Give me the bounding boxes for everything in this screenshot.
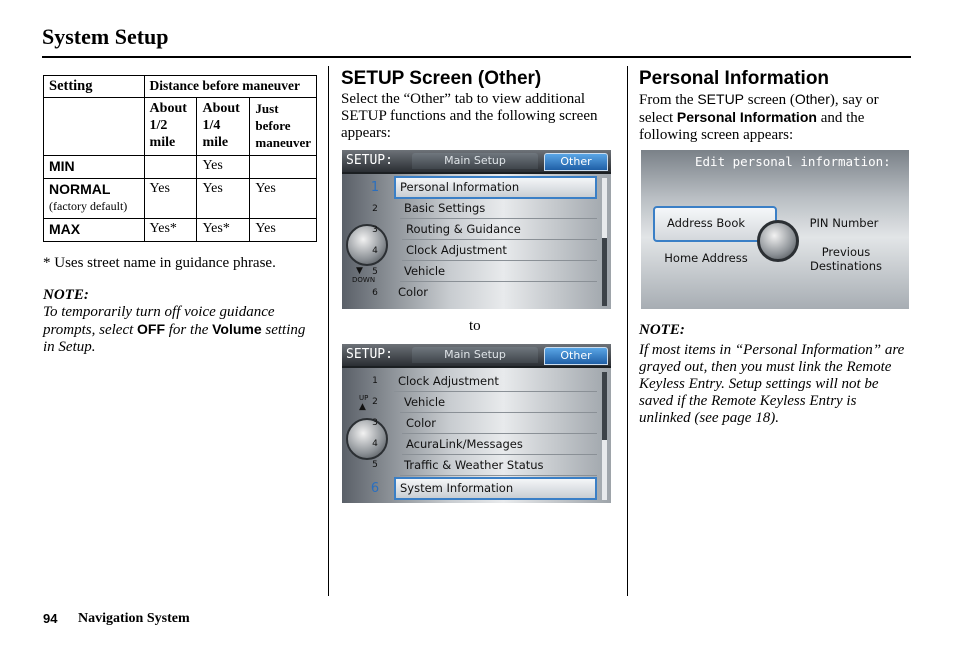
- selector-knob-icon: [757, 220, 799, 262]
- row-note: (factory default): [49, 199, 128, 213]
- row-name: MAX: [49, 221, 81, 237]
- up-arrow-icon: ▲: [359, 402, 366, 412]
- cell-half: [144, 156, 197, 179]
- page-number: 94: [43, 611, 58, 626]
- menu-item-system-information[interactable]: System Information: [394, 477, 597, 500]
- footer-section: Navigation System: [78, 611, 190, 626]
- menu-item-personal-information[interactable]: Personal Information: [394, 176, 597, 199]
- menu-item-routing-guidance[interactable]: Routing & Guidance: [402, 220, 597, 240]
- cell-just: Yes: [250, 179, 317, 219]
- table-cell-empty: [44, 98, 145, 156]
- setup-screen-2: SETUP: Main Setup Other UP ▲ 1 Clock Adjustment 2 Vehicle 3 Color 4 AcuraLink/Messages 5 Traffic & Weather Status 6 System Information: [342, 344, 611, 503]
- cell-half: Yes: [144, 179, 197, 219]
- tab-other[interactable]: Other: [544, 153, 608, 171]
- note-text-left: To temporarily turn off voice guidance prompts, select OFF for the Volume setting in Setup.: [43, 304, 306, 355]
- menu-item-color[interactable]: Color: [398, 285, 429, 299]
- note-label-left: NOTE:: [43, 287, 89, 303]
- menu-item-color[interactable]: Color: [402, 414, 597, 434]
- page-title: System Setup: [42, 24, 169, 49]
- cell-quarter: Yes: [197, 179, 250, 219]
- scroll-thumb[interactable]: [602, 440, 607, 500]
- title-rule: [42, 56, 911, 58]
- menu-item-traffic-weather[interactable]: Traffic & Weather Status: [400, 456, 597, 476]
- tab-main-setup[interactable]: Main Setup: [412, 347, 538, 363]
- setup-screen-1: SETUP: Main Setup Other ▼ DOWN 1 Personal Information 2 Basic Settings 3 Routing & Guidance 4 Clock Adjustment 5 Vehicle 6 Color: [342, 150, 611, 309]
- column-divider-right: [627, 66, 628, 596]
- subheader-just-before: Just before maneuver: [250, 98, 317, 156]
- scroll-thumb[interactable]: [602, 178, 607, 238]
- menu-item-clock-adjustment[interactable]: Clock Adjustment: [394, 372, 597, 392]
- personal-info-heading: Personal Information: [639, 68, 830, 89]
- tab-other[interactable]: Other: [544, 347, 608, 365]
- home-address-button[interactable]: Home Address: [664, 251, 748, 265]
- pin-number-button[interactable]: PIN Number: [809, 216, 879, 230]
- screen-title: Edit personal information:: [695, 154, 891, 169]
- row-name: NORMAL: [49, 181, 111, 197]
- cell-just: Yes: [250, 219, 317, 242]
- down-arrow-icon: ▼: [356, 266, 363, 276]
- guidance-prompts-table: [43, 75, 317, 242]
- row-name: MIN: [49, 158, 75, 174]
- up-label: UP: [359, 394, 369, 402]
- down-label: DOWN: [352, 276, 376, 284]
- menu-item-vehicle[interactable]: Vehicle: [400, 262, 597, 282]
- cell-quarter: Yes: [197, 156, 250, 179]
- table-row: [44, 179, 317, 219]
- setup-other-body: Select the “Other” tab to view additional SETUP functions and the following screen appears:: [341, 91, 598, 141]
- table-footnote: * Uses street name in guidance phrase.: [43, 255, 276, 271]
- setup-other-heading: SETUP Screen (Other): [341, 68, 542, 89]
- menu-item-acuralink-messages[interactable]: AcuraLink/Messages: [402, 435, 597, 455]
- header-setting: Setting: [44, 76, 145, 98]
- screen-title: SETUP:: [346, 153, 393, 168]
- personal-info-body: From the SETUP screen (Other), say or select Personal Information and the following screen appears:: [639, 91, 879, 143]
- to-label: to: [469, 318, 481, 334]
- note-text-right: If most items in “Personal Information” are grayed out, then you must link the Remote Keyless Entry. Setup settings will not be saved if the Remote Keyless Entry is unlinked (see page 18).: [639, 342, 905, 426]
- subheader-quarter-mile: About 1/4 mile: [197, 98, 250, 156]
- cell-half: Yes*: [144, 219, 197, 242]
- cell-quarter: Yes*: [197, 219, 250, 242]
- menu-item-clock-adjustment[interactable]: Clock Adjustment: [402, 241, 597, 261]
- note-label-right: NOTE:: [639, 322, 685, 338]
- column-divider-left: [328, 66, 329, 596]
- personal-info-screen: [641, 150, 909, 309]
- address-book-button[interactable]: Address Book: [666, 216, 746, 230]
- previous-destinations-button[interactable]: Previous Destinations: [810, 245, 882, 273]
- header-distance: Distance before maneuver: [144, 76, 316, 98]
- cell-just: [250, 156, 317, 179]
- table-row: [44, 156, 317, 179]
- menu-item-basic-settings[interactable]: Basic Settings: [400, 199, 597, 219]
- subheader-half-mile: About 1/2 mile: [144, 98, 197, 156]
- table-row: [44, 219, 317, 242]
- screen-title: SETUP:: [346, 347, 393, 362]
- tab-main-setup[interactable]: Main Setup: [412, 153, 538, 169]
- menu-item-vehicle[interactable]: Vehicle: [400, 393, 597, 413]
